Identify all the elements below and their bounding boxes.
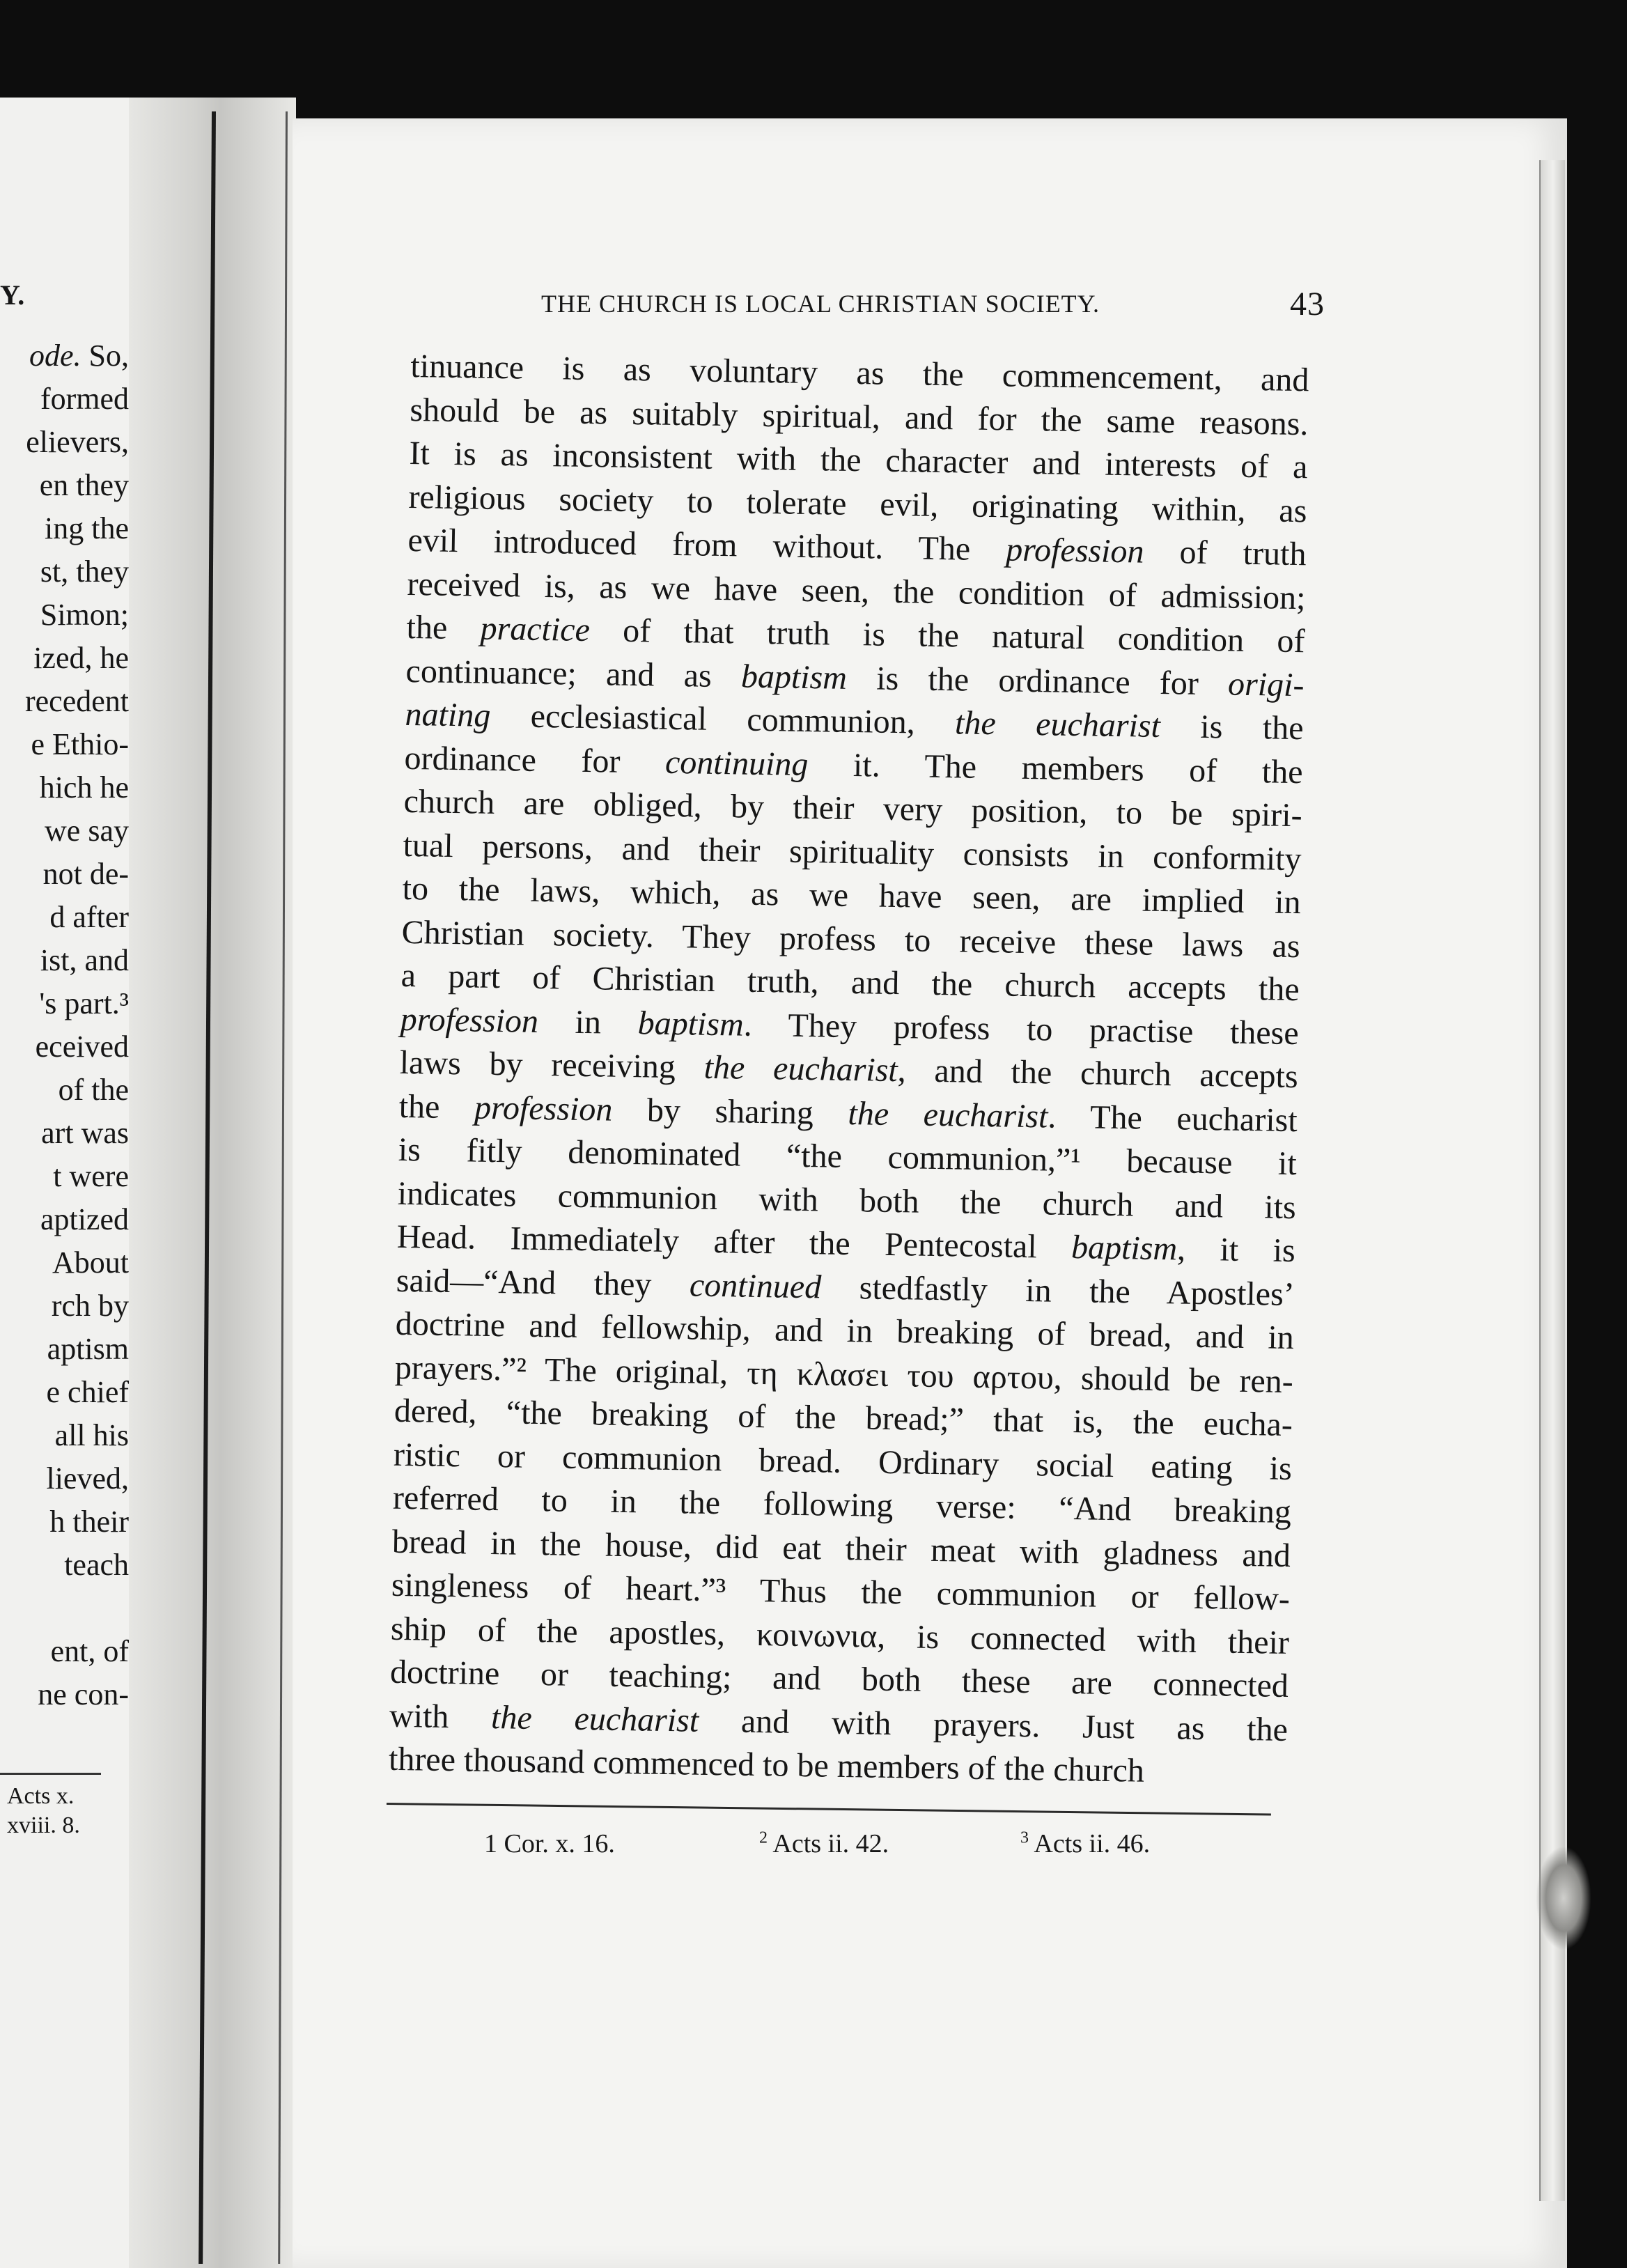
left-footnote: xviii. 8. [7, 1812, 80, 1838]
left-text-line: ne con- [38, 1677, 129, 1711]
body-line: with the eucharist and with prayers. Just as the [389, 1697, 1289, 1748]
left-text-line: d after [49, 900, 129, 934]
body-line: church are obliged, by their very position, to be spiri- [403, 782, 1302, 834]
left-text-line: ist, and [40, 943, 129, 977]
left-text-line: hich he [39, 770, 129, 805]
footnote-2: $^2$ Acts ii. 42. [759, 1828, 889, 1858]
body-line: the profession by sharing the eucharist. The eucharist [398, 1087, 1298, 1139]
left-text-line: teach [64, 1548, 129, 1582]
left-text-line: h their [49, 1505, 129, 1539]
left-text-line: eceived [35, 1030, 129, 1064]
left-running-head: Y. [0, 279, 25, 311]
body-line: to the laws, which, as we have seen, are implied in [402, 869, 1301, 922]
body-line: dered, “the breaking of the bread;” that is, the eucha- [394, 1392, 1293, 1444]
left-text-line: e Ethio- [31, 727, 129, 761]
body-line: Head. Immediately after the Pentecostal baptism, it is [396, 1218, 1296, 1270]
left-text-line: all his [54, 1418, 129, 1452]
left-text-line: recedent [25, 684, 129, 718]
left-text-line: aptized [40, 1202, 129, 1236]
body-line: religious society to tolerate evil, originating within, as [408, 478, 1307, 529]
body-line: is fitly denominated “the communion,”¹ because it [398, 1131, 1298, 1183]
left-text-line: t were [53, 1159, 129, 1193]
body-line: a part of Christian truth, and the church accepts the [400, 956, 1300, 1009]
body-line: said—“And they continued stedfastly in the Apostles’ [396, 1261, 1295, 1313]
body-line: referred to in the following verse: “And breaking [392, 1479, 1292, 1531]
left-text-line: elievers, [26, 425, 129, 459]
body-line: three thousand commenced to be members of the church [388, 1740, 1145, 1789]
body-line: It is as inconsistent with the character and interests of a [409, 434, 1308, 486]
left-text-line: lieved, [46, 1461, 129, 1496]
body-line: ristic or communion bread. Ordinary social eating is [393, 1436, 1293, 1487]
left-text-line: art was [41, 1116, 129, 1150]
body-line: tual persons, and their spirituality consists in conformity [403, 826, 1302, 878]
running-head-title: THE CHURCH IS LOCAL CHRISTIAN SOCIETY. [541, 290, 1100, 318]
footnote-1: 1 Cor. x. 16. [484, 1829, 615, 1858]
page-number: 43 [1290, 286, 1325, 323]
left-text-line: aptism [47, 1332, 129, 1366]
body-line: ordinance for continuing it. The members of the [404, 739, 1303, 791]
left-text-line: not de- [42, 857, 129, 891]
left-text-line: st, they [40, 554, 129, 589]
left-text-line: e chief [46, 1375, 129, 1409]
left-text-line: ent, of [50, 1634, 129, 1668]
body-line: ship of the apostles, κοινωνια, is connected with their [390, 1610, 1290, 1661]
body-line: prayers.”² The original, τη κλασει του αρτου, should be ren- [394, 1349, 1294, 1400]
body-line: tinuance is as voluntary as the commencement, and [410, 347, 1309, 399]
body-line: the practice of that truth is the natural condition of [406, 608, 1305, 660]
body-line: continuance; and as baptism is the ordinance for origi- [405, 652, 1305, 704]
body-line: indicates communion with both the church and its [397, 1174, 1297, 1226]
left-text-line: ing the [45, 511, 129, 545]
body-line: should be as suitably spiritual, and for the same reasons. [410, 391, 1309, 442]
left-text-line: we say [45, 814, 129, 848]
body-line: laws by receiving the eucharist, and the church accepts [399, 1043, 1299, 1096]
body-line: doctrine or teaching; and both these are connected [389, 1653, 1289, 1705]
running-head [541, 286, 1325, 323]
footnote-3: $^3$ Acts ii. 46. [1020, 1828, 1151, 1858]
paper-stain [1536, 1846, 1591, 1950]
body-line: doctrine and fellowship, and in breaking of bread, and in [395, 1305, 1295, 1357]
body-line: received is, as we have seen, the condition of admission; [407, 565, 1306, 616]
body-line: nating ecclesiastical communion, the eucharist is the [405, 695, 1304, 747]
left-text-line: 's part.³ [39, 986, 129, 1020]
body-line: bread in the house, did eat their meat with gladness and [391, 1523, 1291, 1574]
left-text-line: formed [40, 382, 129, 416]
body-line: Christian society. They profess to receive these laws as [401, 913, 1301, 965]
left-text-line: About [52, 1245, 129, 1280]
left-text-line: ized, he [33, 641, 129, 675]
body-line: evil introduced from without. The profession of truth [407, 521, 1307, 573]
left-footnote-rule [0, 1773, 101, 1775]
body-text [389, 345, 1309, 1796]
left-text-line: en they [39, 468, 129, 502]
left-text-line: rch by [51, 1289, 129, 1323]
body-line: singleness of heart.”³ Thus the communion or fellow- [391, 1566, 1291, 1618]
left-text-line: ode. So, [29, 339, 129, 373]
left-text-line: Simon; [40, 598, 129, 632]
left-footnote: Acts x. [7, 1783, 75, 1809]
body-line: profession in baptism. They profess to practise these [400, 1000, 1300, 1052]
left-text-line: of the [58, 1073, 129, 1107]
